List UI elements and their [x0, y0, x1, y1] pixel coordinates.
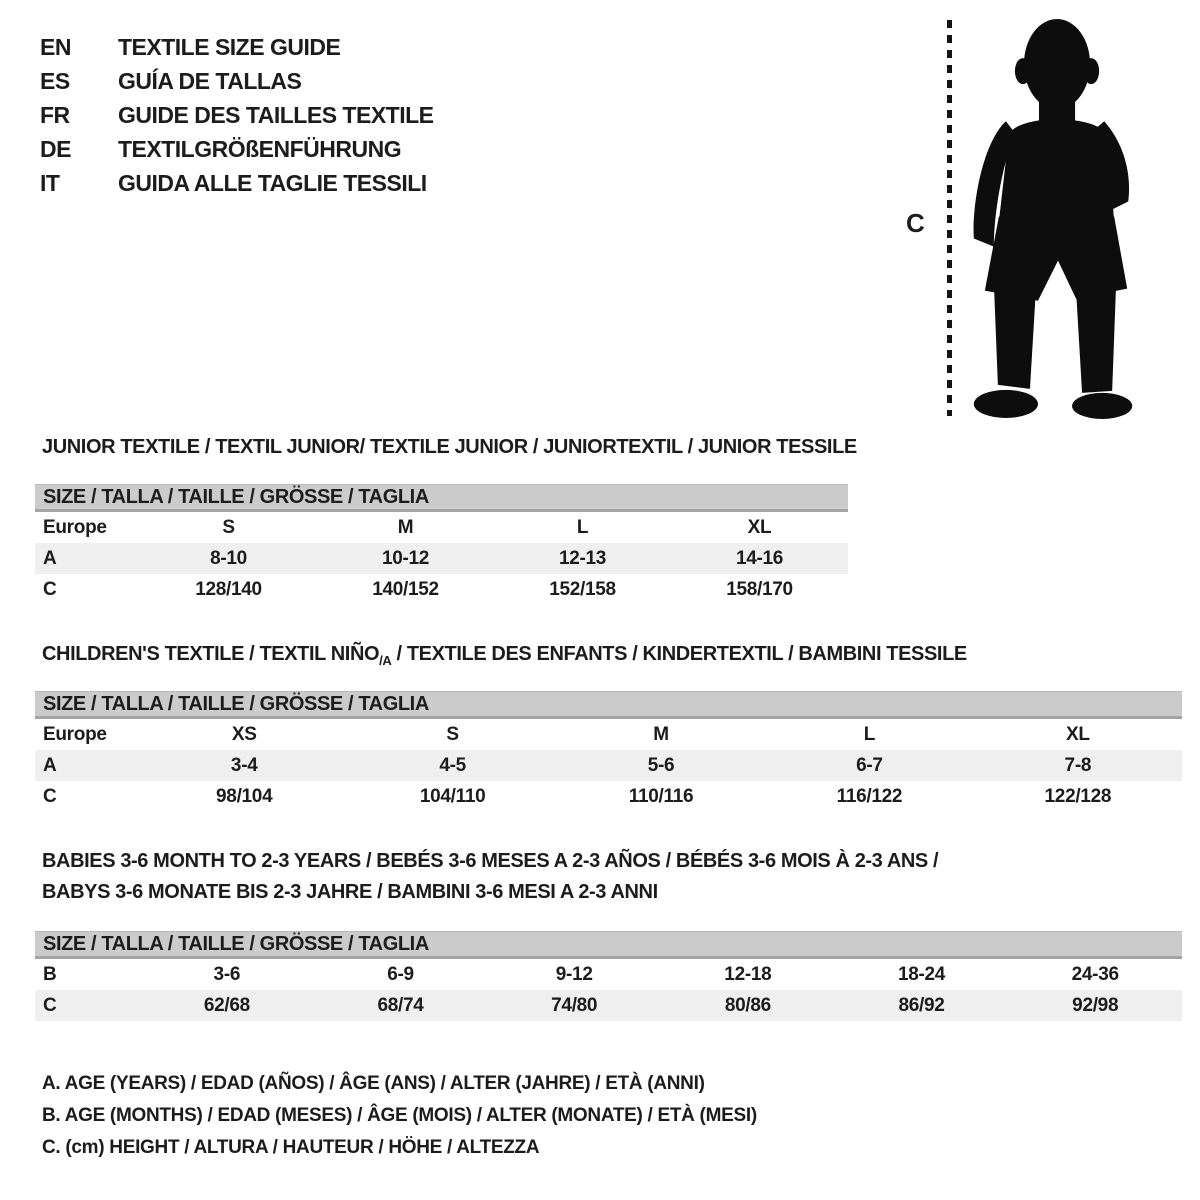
- table-cell: 14-16: [735, 547, 784, 569]
- babies-section-title: [42, 846, 938, 908]
- guide-title: GUÍA DE TALLAS: [118, 67, 302, 94]
- table-cell: 158/170: [726, 578, 793, 600]
- language-code: FR: [40, 101, 70, 128]
- table-cell: 110/116: [628, 785, 694, 807]
- row-label: C: [43, 785, 57, 807]
- size-header-bar: [35, 484, 848, 512]
- row-label: A: [43, 754, 57, 776]
- legend-line-a: A. AGE (YEARS) / EDAD (AÑOS) / ÂGE (ANS) / ALTER (JAHRE) / ETÀ (ANNI): [42, 1073, 705, 1094]
- language-code: ES: [40, 67, 70, 94]
- size-column-header: L: [576, 516, 589, 538]
- table-cell: 18-24: [897, 963, 946, 985]
- table-cell: 12-18: [724, 963, 772, 985]
- table-cell: 80/86: [724, 994, 771, 1016]
- junior-size-table: [35, 484, 848, 605]
- table-cell: 116/122: [836, 785, 903, 807]
- table-cell: 68/74: [377, 994, 424, 1016]
- size-header-label: SIZE / TALLA / TAILLE / GRÖSSE / TAGLIA: [43, 932, 429, 955]
- row-label: C: [43, 578, 57, 600]
- table-cell: 9-12: [555, 963, 593, 985]
- junior-section-title: JUNIOR TEXTILE / TEXTIL JUNIOR/ TEXTILE JUNIOR / JUNIORTEXTIL / JUNIOR TESSILE: [42, 436, 857, 458]
- table-row: [35, 512, 848, 543]
- table-cell: 122/128: [1044, 785, 1112, 807]
- row-label: Europe: [43, 516, 107, 538]
- guide-title: TEXTILGRÖßENFÜHRUNG: [118, 135, 402, 162]
- table-row: [35, 574, 848, 605]
- babies-title-line1: BABIES 3-6 MONTH TO 2-3 YEARS / BEBÉS 3-6 MESES A 2-3 AÑOS / BÉBÉS 3-6 MOIS À 2-3 ANS /: [42, 850, 939, 872]
- row-label: A: [43, 547, 57, 569]
- table-cell: 10-12: [381, 547, 430, 569]
- size-column-header: XL: [747, 516, 772, 538]
- table-cell: 104/110: [419, 785, 486, 807]
- table-cell: 24-36: [1071, 963, 1119, 985]
- language-code: EN: [40, 33, 71, 60]
- table-cell: 98/104: [216, 785, 273, 807]
- row-label: B: [43, 963, 57, 985]
- list-item: [40, 64, 434, 98]
- list-item: [40, 98, 434, 132]
- size-column-header: L: [863, 723, 876, 745]
- table-row: [35, 990, 1182, 1021]
- language-code: DE: [40, 135, 71, 162]
- children-title-text: / TEXTILE DES ENFANTS / KINDERTEXTIL / BAMBINI TESSILE: [391, 643, 967, 665]
- children-title-text: CHILDREN'S TEXTILE / TEXTIL NIÑO: [42, 643, 380, 665]
- table-cell: 6-9: [387, 963, 414, 985]
- row-label: Europe: [43, 723, 107, 745]
- table-row: [35, 781, 1182, 812]
- table-cell: 3-6: [213, 963, 241, 985]
- list-item: [40, 166, 434, 200]
- table-cell: 86/92: [898, 994, 945, 1016]
- table-cell: 140/152: [372, 578, 439, 600]
- children-section-title: [42, 643, 967, 668]
- size-header-label: SIZE / TALLA / TAILLE / GRÖSSE / TAGLIA: [43, 485, 429, 508]
- row-label: C: [43, 994, 57, 1016]
- size-header-bar: [35, 691, 1182, 719]
- size-header-label: SIZE / TALLA / TAILLE / GRÖSSE / TAGLIA: [43, 692, 429, 715]
- legend-line-b: B. AGE (MONTHS) / EDAD (MESES) / ÂGE (MOIS) / ALTER (MONATE) / ETÀ (MESI): [42, 1105, 757, 1126]
- babies-title-line2: BABYS 3-6 MONATE BIS 2-3 JAHRE / BAMBINI 3-6 MESI A 2-3 ANNI: [42, 881, 658, 903]
- table-row: [35, 959, 1182, 990]
- measurement-legend: [42, 1068, 757, 1164]
- size-column-header: M: [653, 723, 669, 745]
- height-measure-label: C: [906, 208, 925, 238]
- table-cell: 8-10: [210, 547, 247, 569]
- size-column-header: S: [222, 516, 235, 538]
- size-column-header: XL: [1065, 723, 1090, 745]
- language-title-list: [40, 30, 434, 200]
- guide-title: GUIDA ALLE TAGLIE TESSILI: [118, 169, 427, 196]
- baby-silhouette-icon: [963, 16, 1135, 422]
- legend-line-c: C. (cm) HEIGHT / ALTURA / HAUTEUR / HÖHE / ALTEZZA: [42, 1137, 540, 1158]
- table-cell: 152/158: [549, 578, 616, 600]
- table-cell: 5-6: [647, 754, 675, 776]
- table-cell: 12-13: [558, 547, 607, 569]
- size-column-header: XS: [231, 723, 257, 745]
- size-column-header: M: [397, 516, 414, 538]
- children-size-table: [35, 691, 1182, 812]
- table-cell: 3-4: [230, 754, 258, 776]
- size-header-bar: [35, 931, 1182, 959]
- size-column-header: S: [446, 723, 459, 745]
- list-item: [40, 30, 434, 64]
- table-cell: 6-7: [856, 754, 883, 776]
- list-item: [40, 132, 434, 166]
- table-row: [35, 750, 1182, 781]
- height-measure-dashed-line: [947, 20, 952, 416]
- guide-title: GUIDE DES TAILLES TEXTILE: [118, 101, 434, 128]
- table-cell: 4-5: [439, 754, 466, 776]
- children-title-subscript: /A: [379, 653, 392, 668]
- table-row: [35, 719, 1182, 750]
- table-row: [35, 543, 848, 574]
- table-cell: 92/98: [1072, 994, 1119, 1016]
- table-cell: 128/140: [195, 578, 262, 600]
- table-cell: 62/68: [203, 994, 250, 1016]
- language-code: IT: [40, 169, 60, 196]
- guide-title: TEXTILE SIZE GUIDE: [118, 33, 341, 60]
- table-cell: 74/80: [551, 994, 598, 1016]
- table-cell: 7-8: [1064, 754, 1092, 776]
- babies-size-table: [35, 931, 1182, 1021]
